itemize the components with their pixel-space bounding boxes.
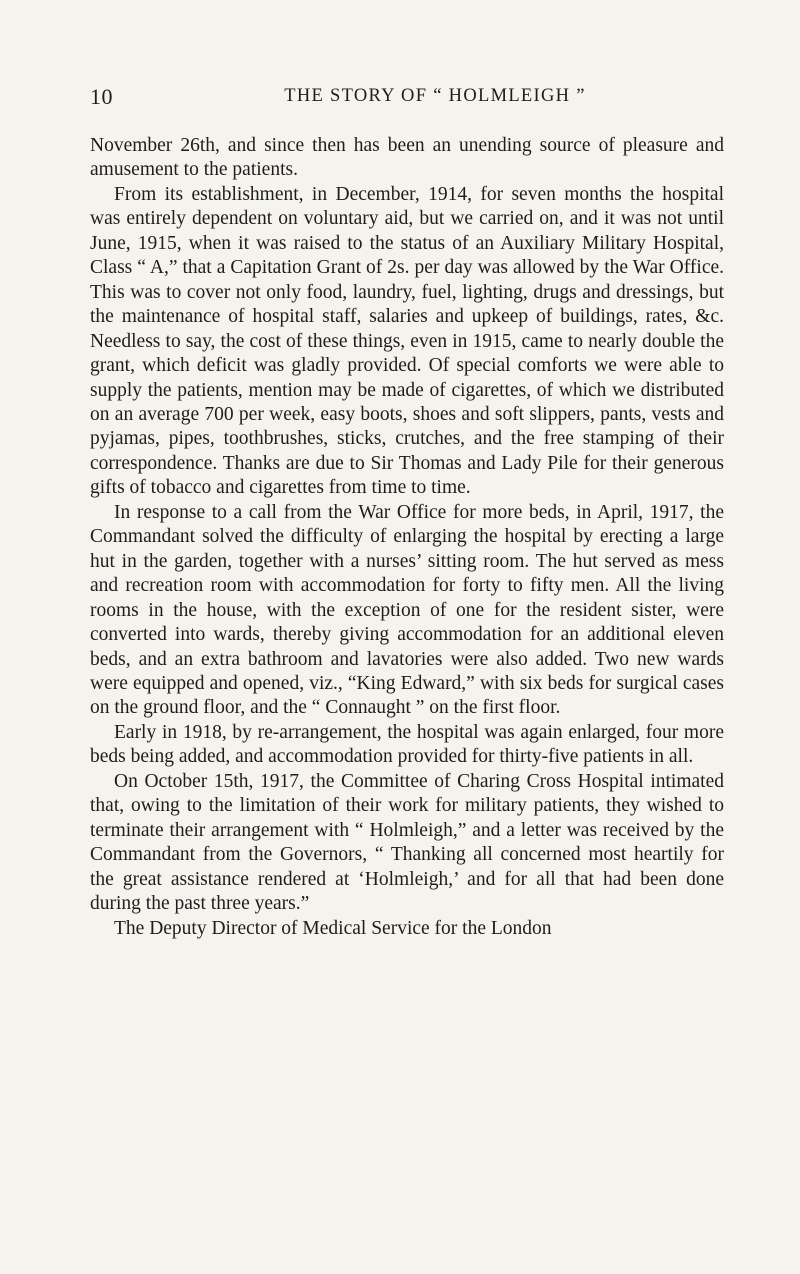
page-header <box>90 84 710 114</box>
running-title: THE STORY OF “ HOLMLEIGH ” <box>284 86 586 106</box>
paragraph-continuation: November 26th, and since then has been an unending source of pleasure and amusement to the patients. <box>90 135 724 181</box>
paragraph-1918-enlargement: Early in 1918, by re-arrangement, the hospital was again enlarged, four more beds being added, and accommodation provided for thirty-five patients in all. <box>90 721 724 768</box>
paragraph-hut-expansion: In response to a call from the War Office for more beds, in April, 1917, the Commandant solved the difficulty of enlarging the hospital by erecting a large hut in the garden, together with a nurses’ sitting room. The hut served as mess and recreation room with accommodation for forty to fifty men. All the living rooms in the house, with the exception of one for the resident sister, were converted into wards, thereby giving accommodation for an additional eleven beds, and an extra bathroom and lavatories were also added. Two new wards were equipped and opened, viz., “King Edward,” with six beds for surgical cases on the ground floor, and the “ Connaught ” on the first floor. <box>90 501 724 719</box>
body-text <box>90 134 724 941</box>
page-number: 10 <box>90 84 113 109</box>
paragraph-capitation-grant: From its establishment, in December, 1914, for seven months the hospital was entirely dependent on voluntary aid, but we carried on, and it was not until June, 1915, when it was raised to the status of an Auxiliary Military Hospital, Class “ A,” that a Capitation Grant of 2s. per day was allowed by the War Office. This was to cover not only food, laundry, fuel, lighting, drugs and dressings, but the maintenance of hospital staff, salaries and upkeep of buildings, rates, &c. Needless to say, the cost of these things, even in 1915, came to nearly double the grant, which deficit was gladly provided. Of special comforts we were able to supply the patients, mention may be made of cigarettes, of which we distributed on an average 700 per week, easy boots, shoes and soft slippers, pants, vests and pyjamas, pipes, toothbrushes, sticks, crutches, and the free stamping of their correspondence. Thanks are due to Sir Thomas and Lady Pile for their generous gifts of tobacco and cigarettes from time to time. <box>90 183 724 499</box>
paragraph-charing-cross: On October 15th, 1917, the Committee of Charing Cross Hospital intimated that, owing to the limitation of their work for military patients, they wished to terminate their arrangement with “ Holmleigh,” and a letter was received by the Commandant from the Governors, “ Thanking all concerned most heartily for the great assistance rendered at ‘Holmleigh,’ and for all that had been done during the past three years.” <box>90 770 724 915</box>
paragraph-deputy-director: The Deputy Director of Medical Service for the London <box>114 917 552 939</box>
